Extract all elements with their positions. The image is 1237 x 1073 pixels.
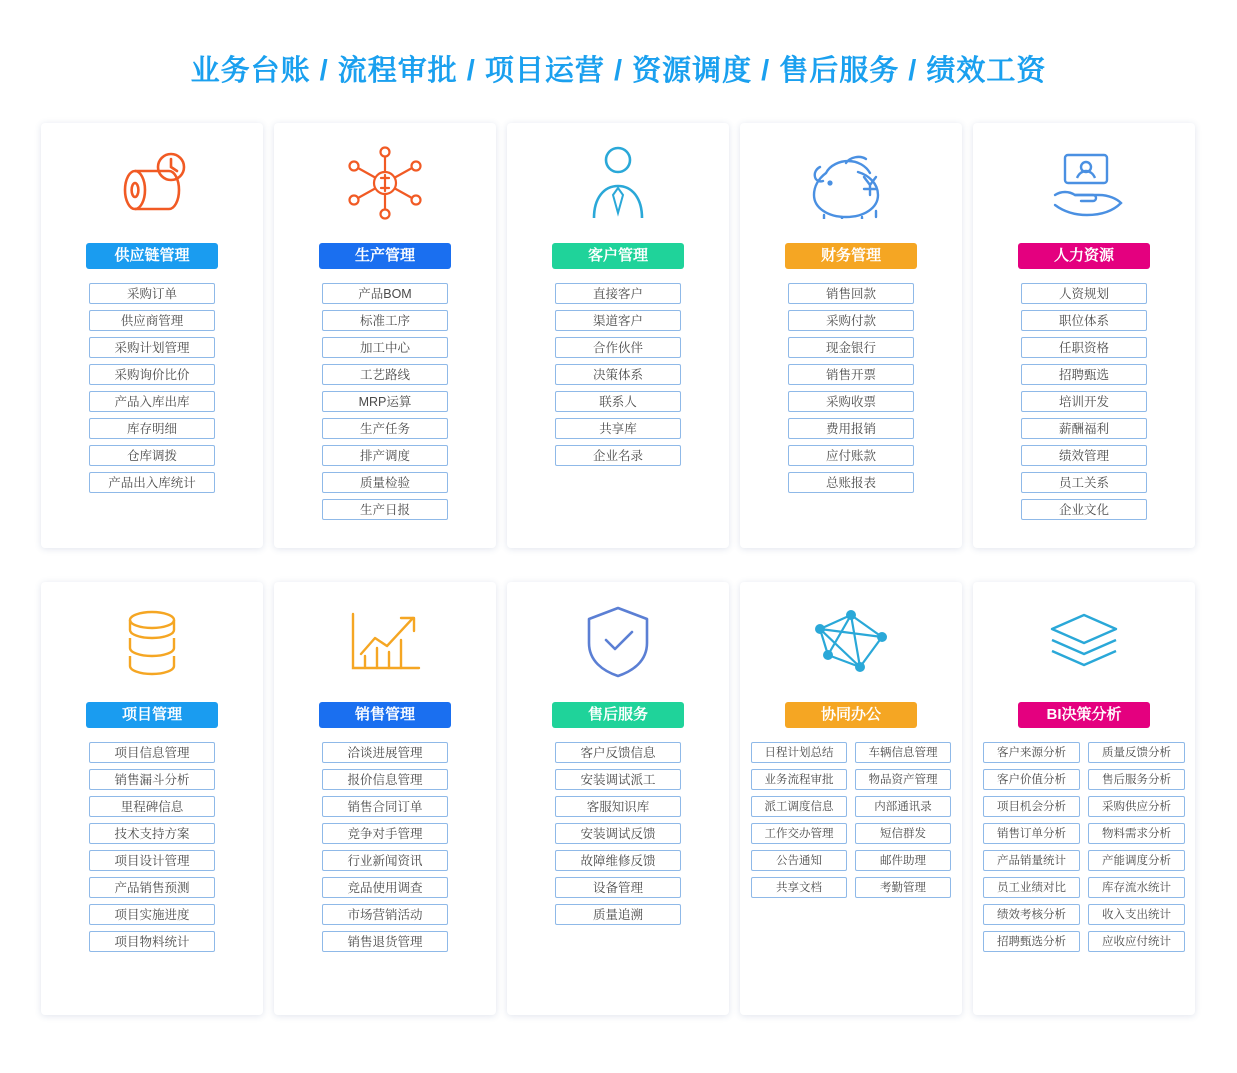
list-item[interactable]: 报价信息管理: [322, 769, 448, 790]
card-title-hr: 人力资源: [1018, 243, 1150, 269]
card-finance[interactable]: [740, 123, 962, 548]
list-item[interactable]: 产品销量统计: [983, 850, 1080, 871]
list-item[interactable]: 洽谈进展管理: [322, 742, 448, 763]
list-item[interactable]: 企业名录: [555, 445, 681, 466]
list-item[interactable]: 销售漏斗分析: [89, 769, 215, 790]
list-item[interactable]: 日程计划总结: [751, 742, 847, 763]
list-item[interactable]: 项目信息管理: [89, 742, 215, 763]
list-item[interactable]: 竞争对手管理: [322, 823, 448, 844]
list-item[interactable]: 绩效考核分析: [983, 904, 1080, 925]
list-item[interactable]: 招聘甄选分析: [983, 931, 1080, 952]
card-grid-row-1: [41, 123, 1196, 548]
list-item[interactable]: 标准工序: [322, 310, 448, 331]
list-item[interactable]: 安装调试派工: [555, 769, 681, 790]
list-item[interactable]: 邮件助理: [855, 850, 951, 871]
list-item[interactable]: 人资规划: [1021, 283, 1147, 304]
list-item[interactable]: 销售合同订单: [322, 796, 448, 817]
list-item[interactable]: 质量检验: [322, 472, 448, 493]
list-item[interactable]: 工作交办管理: [751, 823, 847, 844]
list-item[interactable]: 应付账款: [788, 445, 914, 466]
hand-card-icon: [973, 123, 1195, 243]
list-item[interactable]: 物品资产管理: [855, 769, 951, 790]
card-title-aftersales: 售后服务: [552, 702, 684, 728]
item-list-supply-chain: [41, 283, 263, 493]
piggy-bank-icon: [740, 123, 962, 243]
list-item[interactable]: 应收应付统计: [1088, 931, 1185, 952]
list-item[interactable]: 售后服务分析: [1088, 769, 1185, 790]
list-item[interactable]: 任职资格: [1021, 337, 1147, 358]
list-item[interactable]: 总账报表: [788, 472, 914, 493]
list-item[interactable]: 行业新闻资讯: [322, 850, 448, 871]
list-item[interactable]: 排产调度: [322, 445, 448, 466]
list-item[interactable]: 设备管理: [555, 877, 681, 898]
list-item[interactable]: 采购收票: [788, 391, 914, 412]
list-item[interactable]: 竞品使用调查: [322, 877, 448, 898]
list-item[interactable]: 公告通知: [751, 850, 847, 871]
list-item[interactable]: 销售回款: [788, 283, 914, 304]
item-list-aftersales: [507, 742, 729, 925]
list-item[interactable]: 故障维修反馈: [555, 850, 681, 871]
card-grid-row-2: [41, 582, 1196, 1015]
list-item[interactable]: 产品销售预测: [89, 877, 215, 898]
list-item[interactable]: 企业文化: [1021, 499, 1147, 520]
card-title-production: 生产管理: [319, 243, 451, 269]
list-item[interactable]: 供应商管理: [89, 310, 215, 331]
list-item[interactable]: 物料需求分析: [1088, 823, 1185, 844]
item-list-bi: [973, 742, 1195, 952]
item-list-production: [274, 283, 496, 520]
list-item[interactable]: 产品出入库统计: [89, 472, 215, 493]
card-production[interactable]: [274, 123, 496, 548]
list-item[interactable]: 联系人: [555, 391, 681, 412]
list-item[interactable]: 培训开发: [1021, 391, 1147, 412]
list-item[interactable]: 绩效管理: [1021, 445, 1147, 466]
card-title-bi: BI决策分析: [1018, 702, 1150, 728]
list-item[interactable]: 业务流程审批: [751, 769, 847, 790]
item-list-sales: [274, 742, 496, 952]
card-project[interactable]: [41, 582, 263, 1015]
list-item[interactable]: 市场营销活动: [322, 904, 448, 925]
list-item[interactable]: 项目实施进度: [89, 904, 215, 925]
person-tie-icon: [507, 123, 729, 243]
list-item[interactable]: 车辆信息管理: [855, 742, 951, 763]
list-item[interactable]: 销售退货管理: [322, 931, 448, 952]
list-item[interactable]: 项目设计管理: [89, 850, 215, 871]
list-item[interactable]: 渠道客户: [555, 310, 681, 331]
list-item[interactable]: 项目物料统计: [89, 931, 215, 952]
list-item[interactable]: 生产任务: [322, 418, 448, 439]
list-item[interactable]: 客户价值分析: [983, 769, 1080, 790]
list-item[interactable]: 工艺路线: [322, 364, 448, 385]
card-supply-chain[interactable]: [41, 123, 263, 548]
list-item[interactable]: 安装调试反馈: [555, 823, 681, 844]
item-list-collaboration: [740, 742, 962, 898]
list-item[interactable]: 销售开票: [788, 364, 914, 385]
list-item[interactable]: 销售订单分析: [983, 823, 1080, 844]
card-aftersales[interactable]: [507, 582, 729, 1015]
list-item[interactable]: 里程碑信息: [89, 796, 215, 817]
list-item[interactable]: 共享库: [555, 418, 681, 439]
list-item[interactable]: 客户反馈信息: [555, 742, 681, 763]
list-item[interactable]: 采购订单: [89, 283, 215, 304]
card-customer[interactable]: [507, 123, 729, 548]
list-item[interactable]: MRP运算: [322, 391, 448, 412]
card-bi[interactable]: [973, 582, 1195, 1015]
item-list-hr: [973, 283, 1195, 520]
list-item[interactable]: 客服知识库: [555, 796, 681, 817]
list-item[interactable]: 直接客户: [555, 283, 681, 304]
list-item[interactable]: 采购计划管理: [89, 337, 215, 358]
list-item[interactable]: 仓库调拨: [89, 445, 215, 466]
coin-stack-icon: [41, 582, 263, 702]
list-item[interactable]: 招聘甄选: [1021, 364, 1147, 385]
card-title-project: 项目管理: [86, 702, 218, 728]
list-item[interactable]: 项目机会分析: [983, 796, 1080, 817]
card-hr[interactable]: [973, 123, 1195, 548]
list-item[interactable]: 费用报销: [788, 418, 914, 439]
page-title: 业务台账 / 流程审批 / 项目运营 / 资源调度 / 售后服务 / 绩效工资: [190, 55, 1047, 87]
card-title-customer: 客户管理: [552, 243, 684, 269]
list-item[interactable]: 采购供应分析: [1088, 796, 1185, 817]
list-item[interactable]: 库存明细: [89, 418, 215, 439]
list-item[interactable]: 质量追溯: [555, 904, 681, 925]
list-item[interactable]: 考勤管理: [855, 877, 951, 898]
list-item[interactable]: 内部通讯录: [855, 796, 951, 817]
list-item[interactable]: 质量反馈分析: [1088, 742, 1185, 763]
list-item[interactable]: 生产日报: [322, 499, 448, 520]
list-item[interactable]: 职位体系: [1021, 310, 1147, 331]
list-item[interactable]: 技术支持方案: [89, 823, 215, 844]
list-item[interactable]: 产能调度分析: [1088, 850, 1185, 871]
item-list-customer: [507, 283, 729, 466]
item-list-finance: [740, 283, 962, 493]
list-item[interactable]: 现金银行: [788, 337, 914, 358]
list-item[interactable]: 采购询价比价: [89, 364, 215, 385]
list-item[interactable]: 加工中心: [322, 337, 448, 358]
list-item[interactable]: 决策体系: [555, 364, 681, 385]
item-list-project: [41, 742, 263, 952]
list-item[interactable]: 合作伙伴: [555, 337, 681, 358]
layers-icon: [973, 582, 1195, 702]
list-item[interactable]: 产品BOM: [322, 283, 448, 304]
list-item[interactable]: 员工业绩对比: [983, 877, 1080, 898]
network-share-icon: [740, 582, 962, 702]
growth-chart-icon: [274, 582, 496, 702]
list-item[interactable]: 共享文档: [751, 877, 847, 898]
card-title-sales: 销售管理: [319, 702, 451, 728]
list-item[interactable]: 产品入库出库: [89, 391, 215, 412]
card-title-finance: 财务管理: [785, 243, 917, 269]
list-item[interactable]: 短信群发: [855, 823, 951, 844]
list-item[interactable]: 收入支出统计: [1088, 904, 1185, 925]
list-item[interactable]: 库存流水统计: [1088, 877, 1185, 898]
card-sales[interactable]: [274, 582, 496, 1015]
list-item[interactable]: 薪酬福利: [1021, 418, 1147, 439]
shield-check-icon: [507, 582, 729, 702]
card-title-supply-chain: 供应链管理: [86, 243, 218, 269]
list-item[interactable]: 派工调度信息: [751, 796, 847, 817]
list-item[interactable]: 采购付款: [788, 310, 914, 331]
card-title-collaboration: 协同办公: [785, 702, 917, 728]
paper-roll-clock-icon: [41, 123, 263, 243]
list-item[interactable]: 员工关系: [1021, 472, 1147, 493]
network-nodes-icon: [274, 123, 496, 243]
list-item[interactable]: 客户来源分析: [983, 742, 1080, 763]
card-collaboration[interactable]: [740, 582, 962, 1015]
